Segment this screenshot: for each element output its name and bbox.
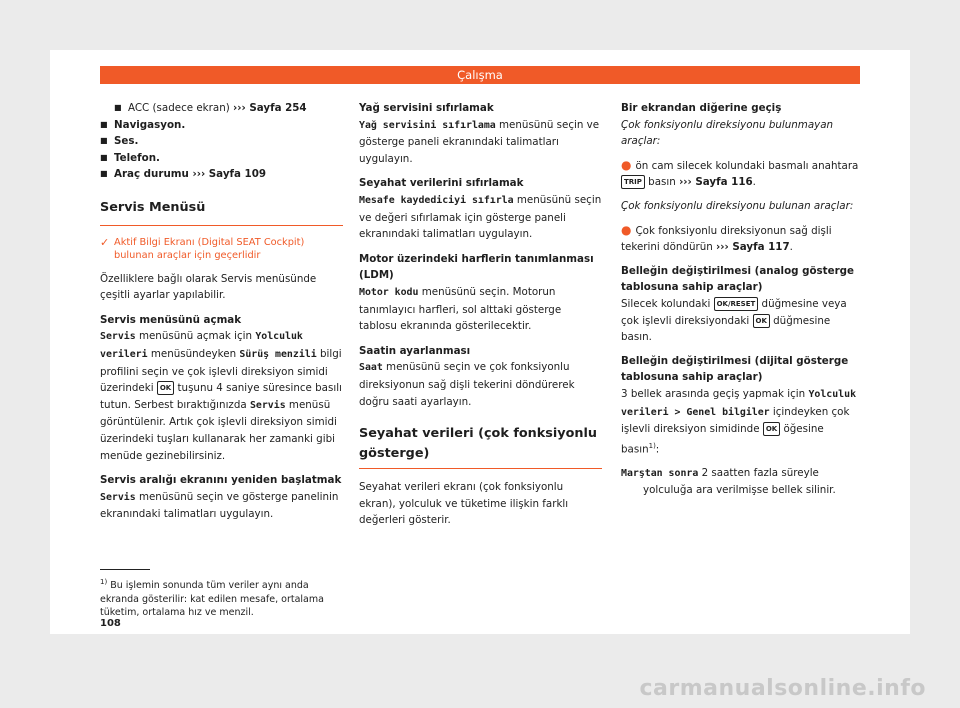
heading-oil-reset: Yağ servisini sıfırlamak [359, 102, 494, 114]
watermark: carmanualsonline.info [639, 676, 926, 701]
paragraph-analog-memory: Silecek kolundaki OK/RESET düğmesine veya çok işlevli direksiyondaki OK düğmesine basın. [621, 297, 847, 344]
ok-reset-key-icon: OK/RESET [714, 297, 759, 311]
heading-switch-display: Bir ekrandan diğerine geçiş [621, 102, 782, 114]
list-item: ● Çok fonksiyonlu direksiyonun sağ dişli tekerini döndürün ››› Sayfa 117. [621, 222, 832, 254]
subheading-mf-wheel: Çok fonksiyonlu direksiyonu bulunan araçlar: [621, 199, 854, 212]
paragraph-after-start: Marştan sonra 2 saatten fazla süreyle yolculuğa ara verilmişse bellek silinir. [621, 466, 836, 497]
ok-key-icon: OK [753, 314, 770, 328]
heading-clock: Saatin ayarlanması [359, 344, 471, 357]
heading-reset-service: Servis aralığı ekranını yeniden başlatmak [100, 474, 342, 487]
list-item: ■ ACC (sadece ekran) ››› Sayfa 254 [114, 102, 307, 114]
paragraph-trip-reset: Mesafe kaydediciyi sıfırla menüsünü seçin ve değeri sıfırlamak için gösterge paneli ekranındaki talimatları uygulayın. [359, 193, 602, 241]
subheading-no-mf-wheel: Çok fonksiyonlu direksiyonu bulunmayan araçlar: [621, 118, 834, 148]
footnote: $^{1)}$ Bu işlemin sonunda tüm veriler aynı anda ekranda gösterilir: kat edilen mesafe, ortalama tüketim, ortalama hız ve menzil. [100, 578, 324, 619]
heading-analog-memory: Belleğin değiştirilmesi (analog gösterge tablosuna sahip araçlar) [621, 264, 855, 294]
list-item: ■ Navigasyon. [100, 118, 186, 131]
list-item: ■ Telefon. [100, 151, 160, 164]
check-icon: ✓ [100, 235, 110, 249]
paragraph-digital-memory: 3 bellek arasında geçiş yapmak için Yolculuk verileri > Genel bilgiler içindeyken çok işlevli direksiyon simidinde OK öğesine basın$^{1)}$: [621, 387, 857, 456]
applicability-note: ✓ Aktif Bilgi Ekranı (Digital SEAT Cockpit) bulunan araçlar için geçerlidir [100, 235, 305, 262]
paragraph-engine-code: Motor kodu menüsünü seçin. Motorun tanımlayıcı harfleri, sol alttaki gösterge tablosu ekranında gösterilecektir. [359, 285, 562, 333]
paragraph-clock: Saat menüsünü seçin ve çok fonksiyonlu direksiyonun sağ dişli tekerini döndürerek doğru saati ayarlayın. [359, 361, 575, 408]
paragraph-oil-reset: Yağ servisini sıfırlama menüsünü seçin ve gösterge paneli ekranındaki talimatları uygulayın. [359, 118, 600, 165]
column-left [100, 100, 343, 530]
heading-engine-code: Motor üzerindeki harflerin tanımlanması (LDM) [359, 252, 594, 282]
list-item: ■ Ses. [100, 135, 139, 148]
intro-paragraph: Özelliklere bağlı olarak Servis menüsünde çeşitli ayarlar yapılabilir. [100, 272, 317, 302]
page-number: 108 [100, 618, 121, 629]
ok-key-icon: OK [763, 422, 780, 436]
list-item: ● ön cam silecek kolundaki basmalı anahtara TRIP basın ››› Sayfa 116. [621, 157, 859, 189]
section-title-service-menu: Servis Menüsü [100, 200, 343, 226]
section-title-trip-data: Seyahat verileri (çok fonksiyonlu gösterge) [359, 424, 602, 469]
heading-digital-memory: Belleğin değiştirilmesi (dijital gösterge tablosuna sahip araçlar) [621, 354, 849, 384]
ok-key-icon: OK [157, 381, 174, 395]
trip-key-icon: TRIP [621, 175, 645, 189]
list-item: ■ Araç durumu ››› Sayfa 109 [100, 168, 267, 181]
paragraph-open-service: Servis menüsünü açmak için Yolculuk verileri menüsündeyken Sürüş menzili bilgi profilini seçin ve çok işlevli direksiyon simidi üzerindeki OK tuşunu 4 saniye süresince basılı tutun. Serbest bıraktığınızda Servis menüsü görüntülenir. Artık çok işlevli direksiyon simidi üzerindeki tuşları kullanarak her zamanki gibi menüde gezinebilirsiniz. [100, 330, 342, 462]
column-right [621, 100, 864, 506]
heading-trip-reset: Seyahat verilerini sıfırlamak [359, 177, 524, 190]
paragraph-reset-service: Servis menüsünü seçin ve gösterge panelinin ekranındaki talimatları uygulayın. [100, 490, 339, 521]
column-middle [359, 100, 602, 536]
bullet-dot-icon: ● [621, 157, 632, 172]
page-header: Çalışma [100, 66, 860, 84]
heading-open-service: Servis menüsünü açmak [100, 313, 242, 326]
bullet-dot-icon: ● [621, 222, 632, 237]
footnote-divider [100, 569, 150, 570]
paragraph-trip-data: Seyahat verileri ekranı (çok fonksiyonlu ekran), yolculuk ve tüketime ilişkin farklı değerleri gösterir. [359, 481, 569, 527]
